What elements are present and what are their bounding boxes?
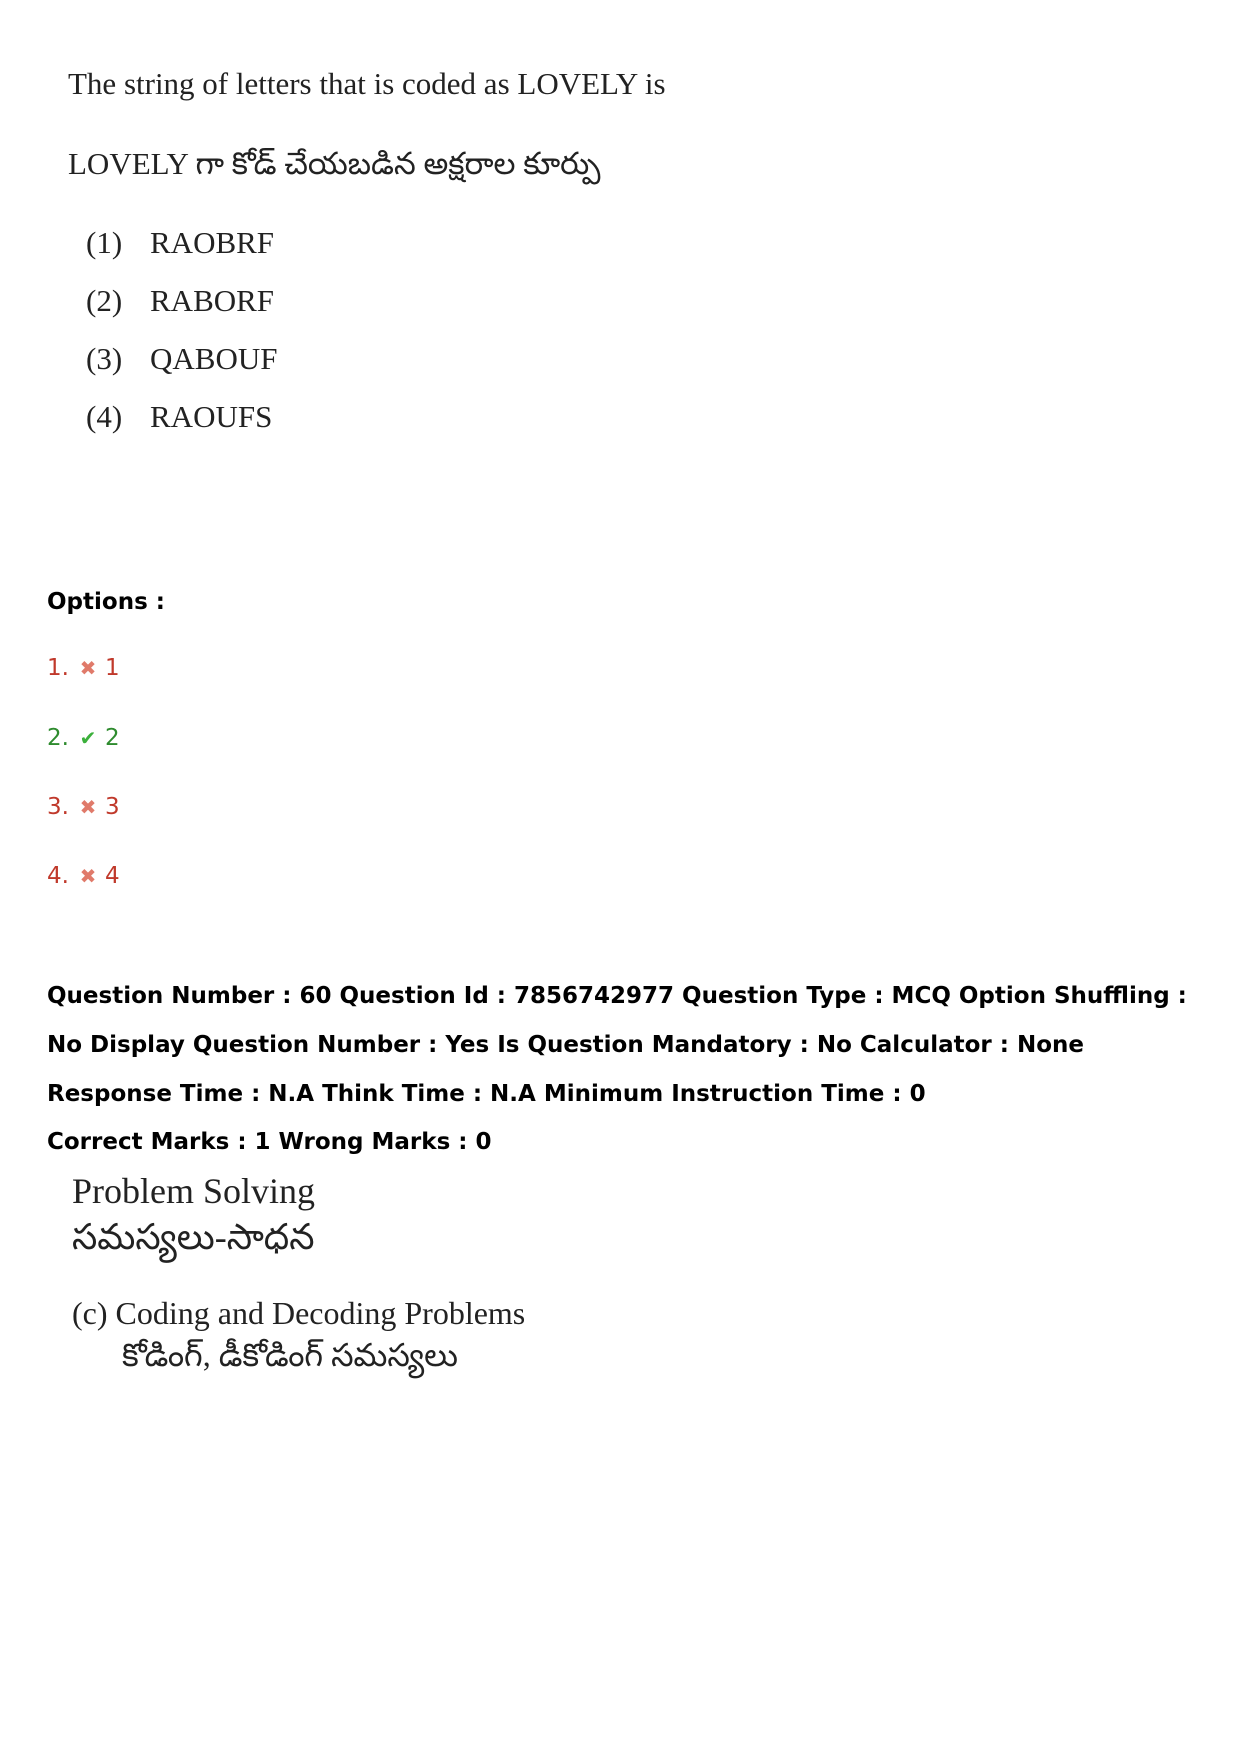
choice-number: (3) — [86, 341, 123, 376]
correct-check-icon: ✔ — [79, 726, 97, 750]
marks-info: Correct Marks : 1 Wrong Marks : 0 — [47, 1129, 492, 1155]
wrong-cross-icon: ✖ — [79, 864, 97, 888]
option-row-4 — [47, 860, 120, 892]
question-text-english: The string of letters that is coded as LOVELY is — [68, 66, 666, 101]
question-image — [68, 62, 666, 446]
question-choice-3 — [86, 330, 666, 388]
choice-text: RABORF — [150, 283, 275, 318]
option-row-3 — [47, 791, 120, 823]
option-row-1 — [47, 652, 120, 684]
choice-text: RAOUFS — [150, 399, 273, 434]
question-choice-4 — [86, 388, 666, 446]
choice-text: RAOBRF — [150, 225, 275, 260]
question-metadata: Question Number : 60 Question Id : 7856742977 Question Type : MCQ Option Shuffling : No Display Question Number : Yes Is Question Mandatory : No Calculator : None Response Time : N.A Think Time : N.A Minimum Instruction Time : 0 — [47, 983, 1187, 1107]
question-choice-1 — [86, 214, 666, 272]
option-value: 4 — [104, 863, 120, 889]
option-value: 3 — [104, 794, 120, 820]
question-choices — [86, 214, 666, 446]
option-value: 1 — [104, 655, 120, 681]
question-choice-2 — [86, 272, 666, 330]
subsection-title-english: (c) Coding and Decoding Problems — [72, 1295, 526, 1331]
choice-number: (1) — [86, 225, 123, 260]
subsection — [72, 1292, 525, 1376]
choice-text: QABOUF — [150, 341, 278, 376]
options-heading: Options : — [47, 589, 165, 615]
choice-number: (4) — [86, 399, 123, 434]
section-title-english: Problem Solving — [72, 1171, 316, 1211]
option-value: 2 — [104, 725, 120, 751]
subsection-title-telugu: కోడింగ్, డీకోడింగ్ సమస్యలు — [122, 1337, 458, 1373]
option-row-2 — [47, 722, 120, 754]
question-text-telugu: LOVELY గా కోడ్ చేయబడిన అక్షరాల కూర్పు — [68, 146, 601, 181]
choice-number: (2) — [86, 283, 123, 318]
option-index: 2. — [47, 725, 69, 751]
option-index: 1. — [47, 655, 69, 681]
section-image — [72, 1168, 525, 1376]
wrong-cross-icon: ✖ — [79, 795, 97, 819]
section-title-telugu: సమస్యలు-సాధన — [72, 1217, 315, 1257]
option-index: 3. — [47, 794, 69, 820]
wrong-cross-icon: ✖ — [79, 656, 97, 680]
option-index: 4. — [47, 863, 69, 889]
